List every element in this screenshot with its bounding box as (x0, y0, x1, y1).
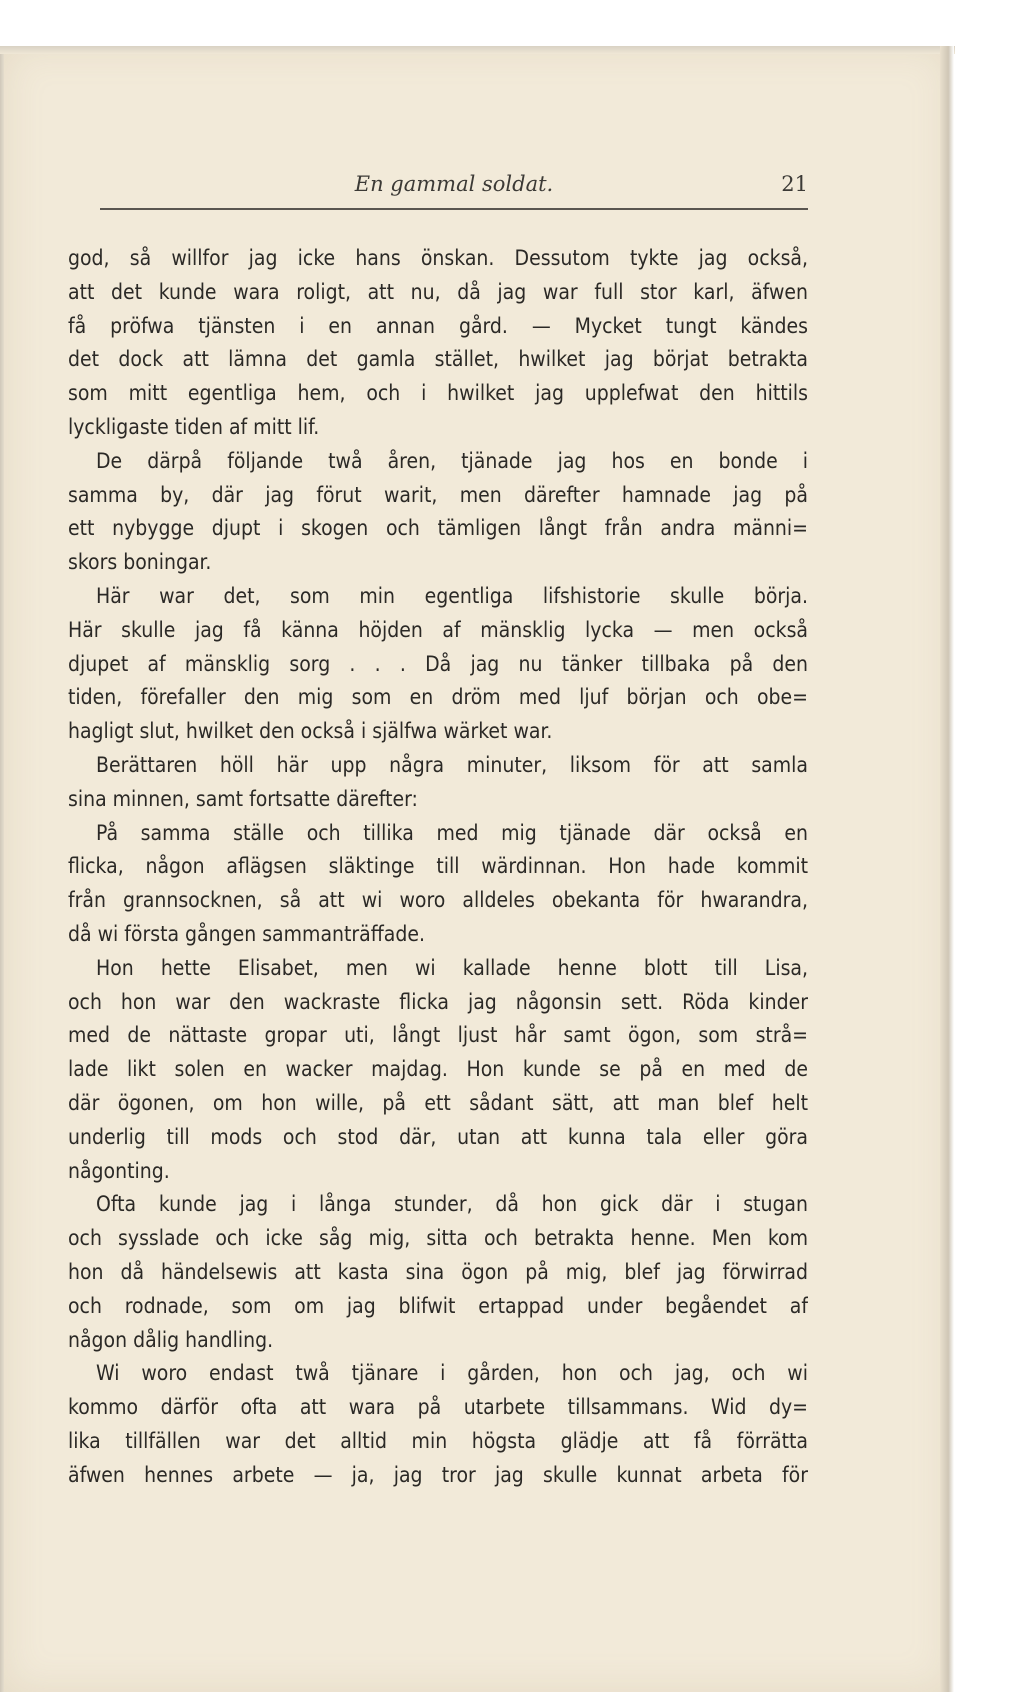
text-line: från grannsocknen, så att wi woro alldeles obekanta för hwarandra, (68, 888, 808, 913)
running-title: En gammal soldat. (354, 172, 554, 196)
text-line: och sysslade och icke såg mig, sitta och betrakta henne. Men kom (68, 1226, 808, 1251)
text-line: få pröfwa tjänsten i en annan gård. — Mycket tungt kändes (68, 313, 808, 338)
text-line: samma by, där jag förut warit, men därefter hamnade jag på (68, 482, 808, 507)
text-line: Hon hette Elisabet, men wi kallade henne blott till Lisa, (96, 955, 808, 980)
text-line: som mitt egentliga hem, och i hwilket jag upplefwat den hittils (68, 381, 808, 406)
page-top-edge (0, 46, 955, 54)
text-line: god, så willfor jag icke hans önskan. Dessutom tykte jag också, (68, 246, 808, 270)
text-line: flicka, någon aflägsen släktinge till wärdinnan. Hon hade kommit (68, 854, 808, 879)
text-line: med de nättaste gropar uti, långt ljust hår samt ögon, som strå= (68, 1023, 808, 1048)
text-line: att det kunde wara roligt, att nu, då jag war full stor karl, äfwen (68, 279, 808, 304)
text-line: Ofta kunde jag i långa stunder, då hon gick där i stugan (96, 1192, 808, 1217)
text-line: där ögonen, om hon wille, på ett sådant sätt, att man blef helt (68, 1090, 808, 1115)
text-line: lade likt solen en wacker majdag. Hon kunde se på en med de (68, 1057, 808, 1082)
text-line: Wi woro endast twå tjänare i gården, hon och jag, och wi (96, 1361, 808, 1386)
body-text (68, 242, 808, 1492)
text-line: djupet af mänsklig sorg . . . Då jag nu tänker tillbaka på den (68, 651, 808, 676)
header-rule (100, 208, 808, 210)
text-line: skors boningar. (68, 550, 212, 575)
text-line: De därpå följande twå åren, tjänade jag hos en bonde i (96, 448, 808, 473)
page-header (100, 172, 808, 202)
text-line: då wi första gången sammanträffade. (68, 921, 425, 946)
text-line: Här skulle jag få känna höjden af mänsklig lycka — men också (68, 617, 808, 642)
text-line: Berättaren höll här upp några minuter, liksom för att samla (96, 752, 808, 777)
page-right-edge (940, 46, 954, 1692)
text-line: Här war det, som min egentliga lifshistorie skulle börja. (96, 583, 808, 608)
text-line: och rodnade, som om jag blifwit ertappad under begåendet af (68, 1293, 808, 1318)
text-line: kommo därför ofta att wara på utarbete tillsammans. Wid dy= (68, 1395, 808, 1420)
text-line: underlig till mods och stod där, utan att kunna tala eller göra (68, 1124, 808, 1149)
page-number: 21 (781, 172, 808, 196)
text-line: och hon war den wackraste flicka jag någonsin sett. Röda kinder (68, 989, 808, 1014)
text-line: tiden, förefaller den mig som en dröm med ljuf början och obe= (68, 685, 808, 710)
text-line: det dock att lämna det gamla stället, hwilket jag börjat betrakta (68, 347, 808, 372)
text-line: någon dålig handling. (68, 1327, 274, 1352)
text-line: någonting. (68, 1158, 170, 1183)
text-line: ett nybygge djupt i skogen och tämligen långt från andra männi= (68, 516, 808, 541)
text-line: hagligt slut, hwilket den också i själfwa wärket war. (68, 719, 553, 744)
text-line: äfwen hennes arbete — ja, jag tror jag skulle kunnat arbeta för (68, 1462, 808, 1487)
text-line: hon då händelsewis att kasta sina ögon på mig, blef jag förwirrad (68, 1259, 808, 1284)
text-line: sina minnen, samt fortsatte därefter: (68, 786, 418, 811)
text-line: lyckligaste tiden af mitt lif. (68, 414, 320, 439)
text-line: lika tillfällen war det alltid min högsta glädje att få förrätta (68, 1428, 808, 1453)
text-line: På samma ställe och tillika med mig tjänade där också en (96, 820, 808, 845)
